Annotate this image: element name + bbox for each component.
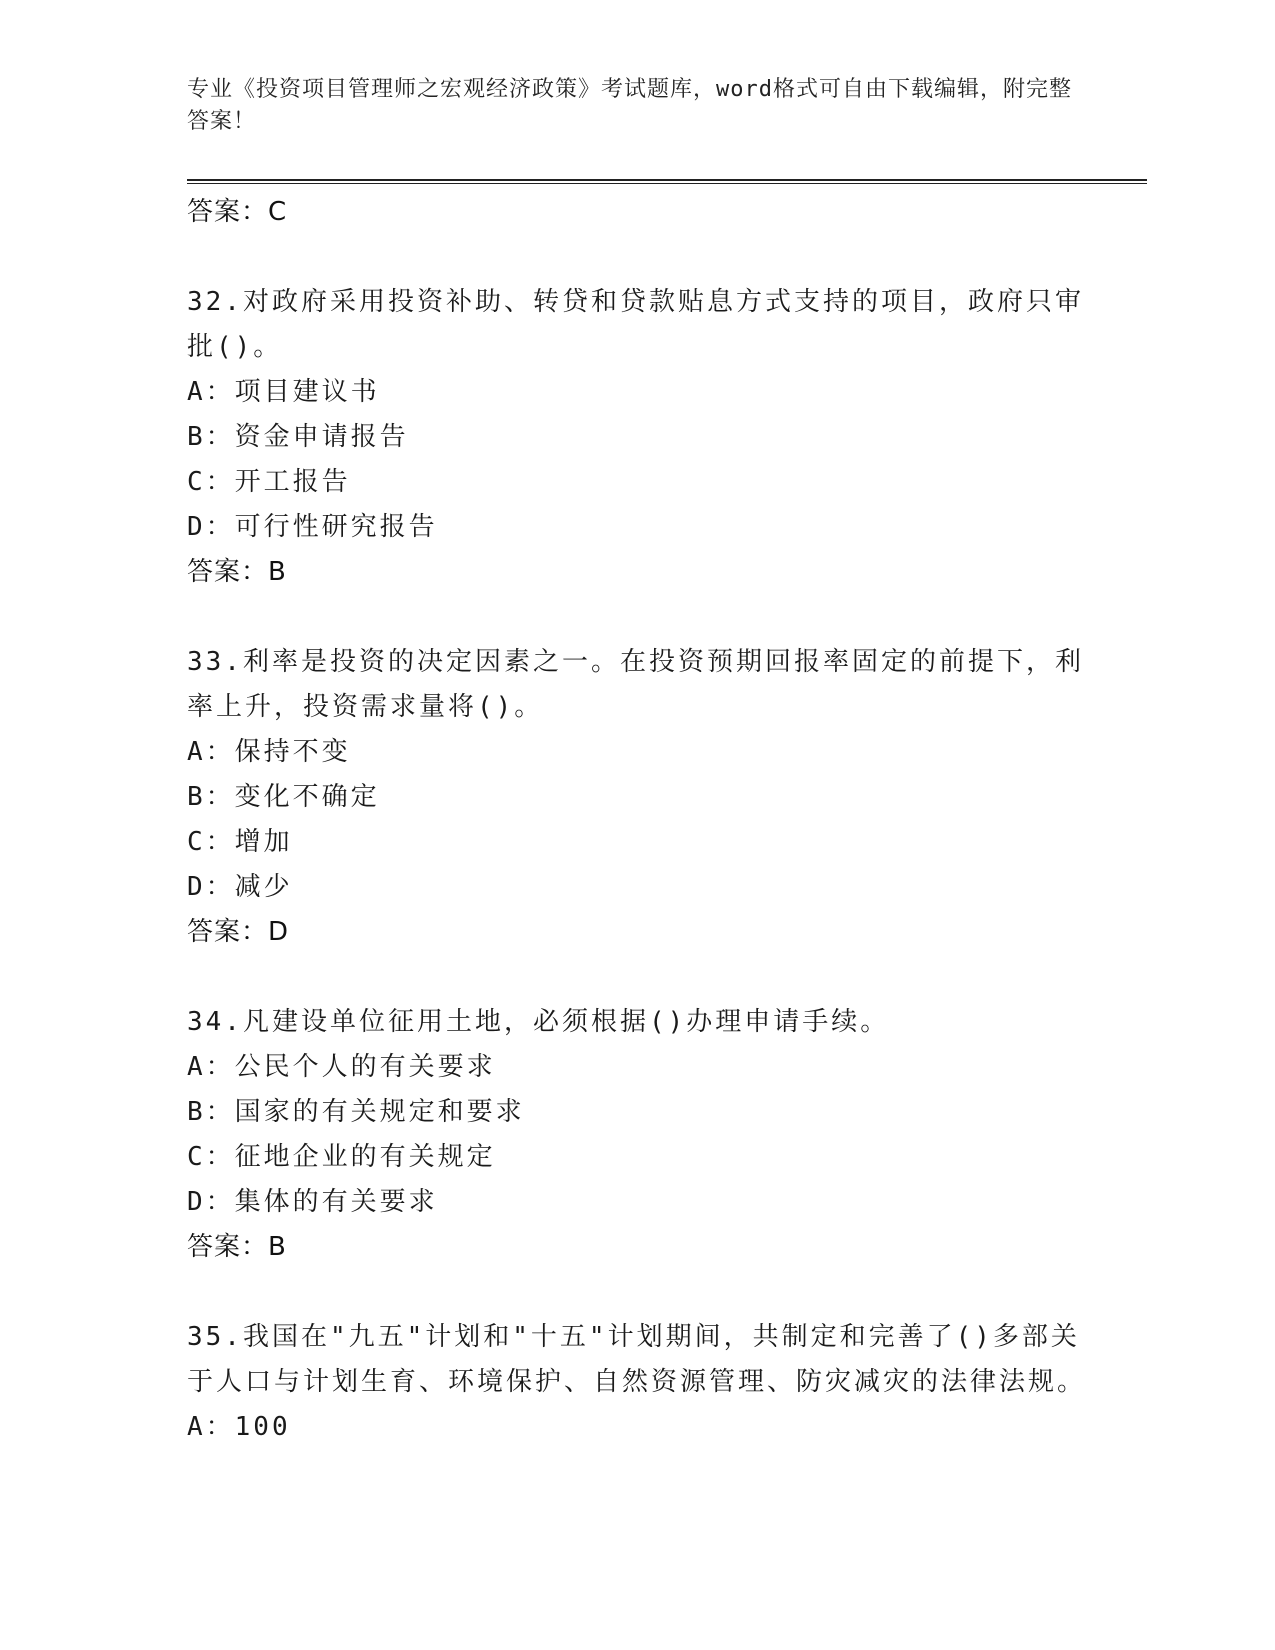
question-block bbox=[187, 1315, 1087, 1450]
question-text: 33.利率是投资的决定因素之一。在投资预期回报率固定的前提下，利率上升，投资需求量将()。 bbox=[187, 647, 1084, 722]
question-text: 35.我国在"九五"计划和"十五"计划期间，共制定和完善了()多部关于人口与计划生育、环境保护、自然资源管理、防灾减灾的法律法规。 bbox=[187, 1322, 1087, 1397]
option-c: C：开工报告 bbox=[187, 467, 351, 497]
answer-line: 答案：B bbox=[187, 1232, 287, 1262]
option-a: A：项目建议书 bbox=[187, 377, 380, 407]
option-a: A：保持不变 bbox=[187, 737, 351, 767]
question-list bbox=[187, 190, 1087, 1450]
header-divider bbox=[187, 179, 1147, 184]
option-c: C：征地企业的有关规定 bbox=[187, 1142, 496, 1172]
answer-line: 答案：D bbox=[187, 917, 290, 947]
question-block bbox=[187, 1000, 1087, 1269]
option-a: A：100 bbox=[187, 1412, 291, 1442]
document-header: 专业《投资项目管理师之宏观经济政策》考试题库，word格式可自由下载编辑，附完整答案！ bbox=[187, 77, 1072, 134]
option-d: D：集体的有关要求 bbox=[187, 1187, 438, 1217]
option-d: D：可行性研究报告 bbox=[187, 512, 438, 542]
option-b: B：变化不确定 bbox=[187, 782, 380, 812]
answer-line: 答案：B bbox=[187, 557, 287, 587]
option-b: B：资金申请报告 bbox=[187, 422, 409, 452]
question-text: 34.凡建设单位征用土地，必须根据()办理申请手续。 bbox=[187, 1007, 890, 1037]
option-d: D：减少 bbox=[187, 872, 293, 902]
question-block bbox=[187, 280, 1087, 594]
option-a: A：公民个人的有关要求 bbox=[187, 1052, 496, 1082]
option-c: C：增加 bbox=[187, 827, 293, 857]
question-text: 32.对政府采用投资补助、转贷和贷款贴息方式支持的项目，政府只审批()。 bbox=[187, 287, 1084, 362]
answer-line: 答案：C bbox=[187, 197, 288, 227]
question-block bbox=[187, 640, 1087, 954]
option-b: B：国家的有关规定和要求 bbox=[187, 1097, 525, 1127]
